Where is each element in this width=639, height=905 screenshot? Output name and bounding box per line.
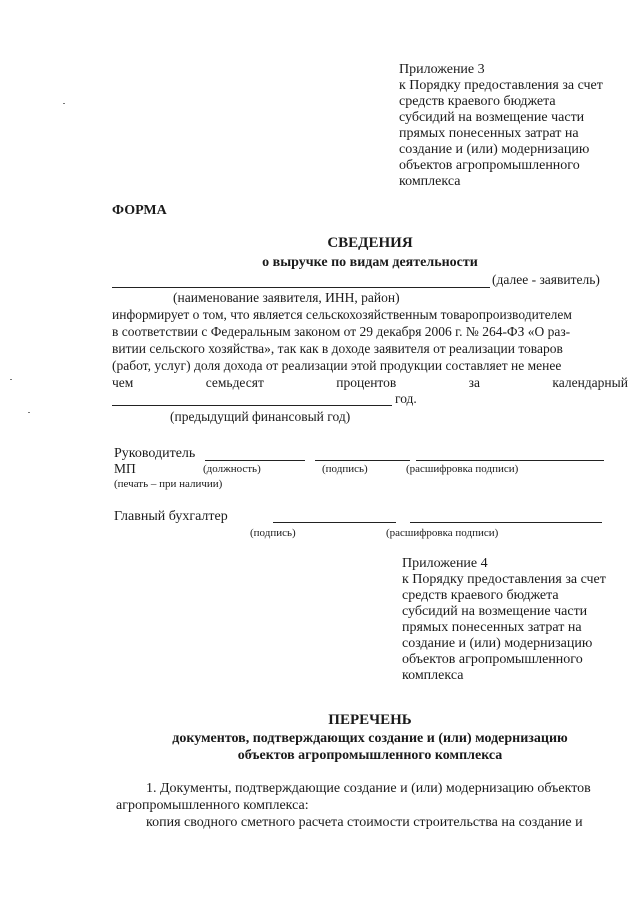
spread-word: чем [112, 375, 134, 390]
applicant-name-line [112, 287, 490, 288]
annex-4-line: создание и (или) модернизацию [402, 636, 593, 651]
perechen-title: ПЕРЕЧЕНЬ [328, 712, 412, 728]
annex-4-line: к Порядку предоставления за счет [402, 572, 606, 587]
item-1-line: копия сводного сметного расчета стоимости строительства на создание и [146, 815, 583, 830]
scan-speck [63, 103, 65, 104]
position-caption: (должность) [203, 463, 261, 475]
perechen-subtitle-2: объектов агропромышленного комплекса [237, 748, 503, 763]
annex-3-line: Приложение 3 [399, 62, 485, 77]
signature-line [315, 460, 410, 461]
annex-4-line: комплекса [402, 668, 464, 683]
annex-3-header [399, 62, 603, 190]
annex-3-line: комплекса [399, 174, 461, 189]
body-line-spread [112, 375, 628, 391]
year-suffix: год. [395, 391, 417, 406]
year-caption: (предыдущий финансовый год) [170, 409, 351, 424]
item-1-line: 1. Документы, подтверждающие создание и (или) модернизацию объектов [146, 781, 591, 796]
applicant-suffix: (далее - заявитель) [492, 272, 600, 287]
annex-4-line: объектов агропромышленного [402, 652, 583, 667]
annex-3-line: субсидий на возмещение части [399, 110, 585, 125]
annex-3-line: к Порядку предоставления за счет [399, 78, 603, 93]
body-line: информирует о том, что является сельскохозяйственным товаропроизводителем [112, 307, 572, 322]
annex-4-line: прямых понесенных затрат на [402, 620, 582, 635]
form-label: ФОРМА [112, 203, 167, 218]
position-line [205, 460, 305, 461]
spread-word: процентов [336, 375, 397, 390]
decode-caption: (расшифровка подписи) [406, 463, 519, 475]
scan-speck [28, 412, 30, 413]
body-line: (работ, услуг) доля дохода от реализации этой продукции составляет не менее [112, 358, 562, 373]
annex-4-line: средств краевого бюджета [402, 588, 559, 603]
mp-label: МП [114, 461, 136, 476]
applicant-caption: (наименование заявителя, ИНН, район) [173, 290, 400, 305]
svedeniya-subtitle: о выручке по видам деятельности [262, 255, 478, 270]
head-label: Руководитель [114, 446, 196, 461]
acc-decode-line [410, 522, 602, 523]
signature-caption: (подпись) [322, 463, 368, 475]
spread-word: за [468, 375, 480, 390]
spread-word: календарный [552, 375, 628, 390]
perechen-subtitle-1: документов, подтверждающих создание и (или) модернизацию [172, 731, 568, 746]
stamp-caption: (печать – при наличии) [114, 478, 223, 490]
body-line: в соответствии с Федеральным законом от 29 декабря 2006 г. № 264-ФЗ «О раз- [112, 324, 571, 339]
annex-3-line: прямых понесенных затрат на [399, 126, 579, 141]
scan-speck [10, 379, 12, 380]
item-1-line: агропромышленного комплекса: [116, 798, 309, 813]
body-line: витии сельского хозяйства», так как в доходе заявителя от реализации товаров [112, 341, 563, 356]
acc-decode-caption: (расшифровка подписи) [386, 527, 499, 539]
acc-signature-line [273, 522, 396, 523]
svedeniya-title: СВЕДЕНИЯ [327, 235, 413, 251]
annex-3-line: объектов агропромышленного [399, 158, 580, 173]
spread-word: семьдесят [205, 375, 264, 390]
accountant-label: Главный бухгалтер [114, 509, 228, 524]
annex-3-line: средств краевого бюджета [399, 94, 556, 109]
decode-line [416, 460, 604, 461]
annex-3-line: создание и (или) модернизацию [399, 142, 590, 157]
annex-4-line: Приложение 4 [402, 556, 488, 571]
annex-4-line: субсидий на возмещение части [402, 604, 588, 619]
annex-4-header [402, 556, 606, 684]
acc-signature-caption: (подпись) [250, 527, 296, 539]
year-line [112, 405, 392, 406]
